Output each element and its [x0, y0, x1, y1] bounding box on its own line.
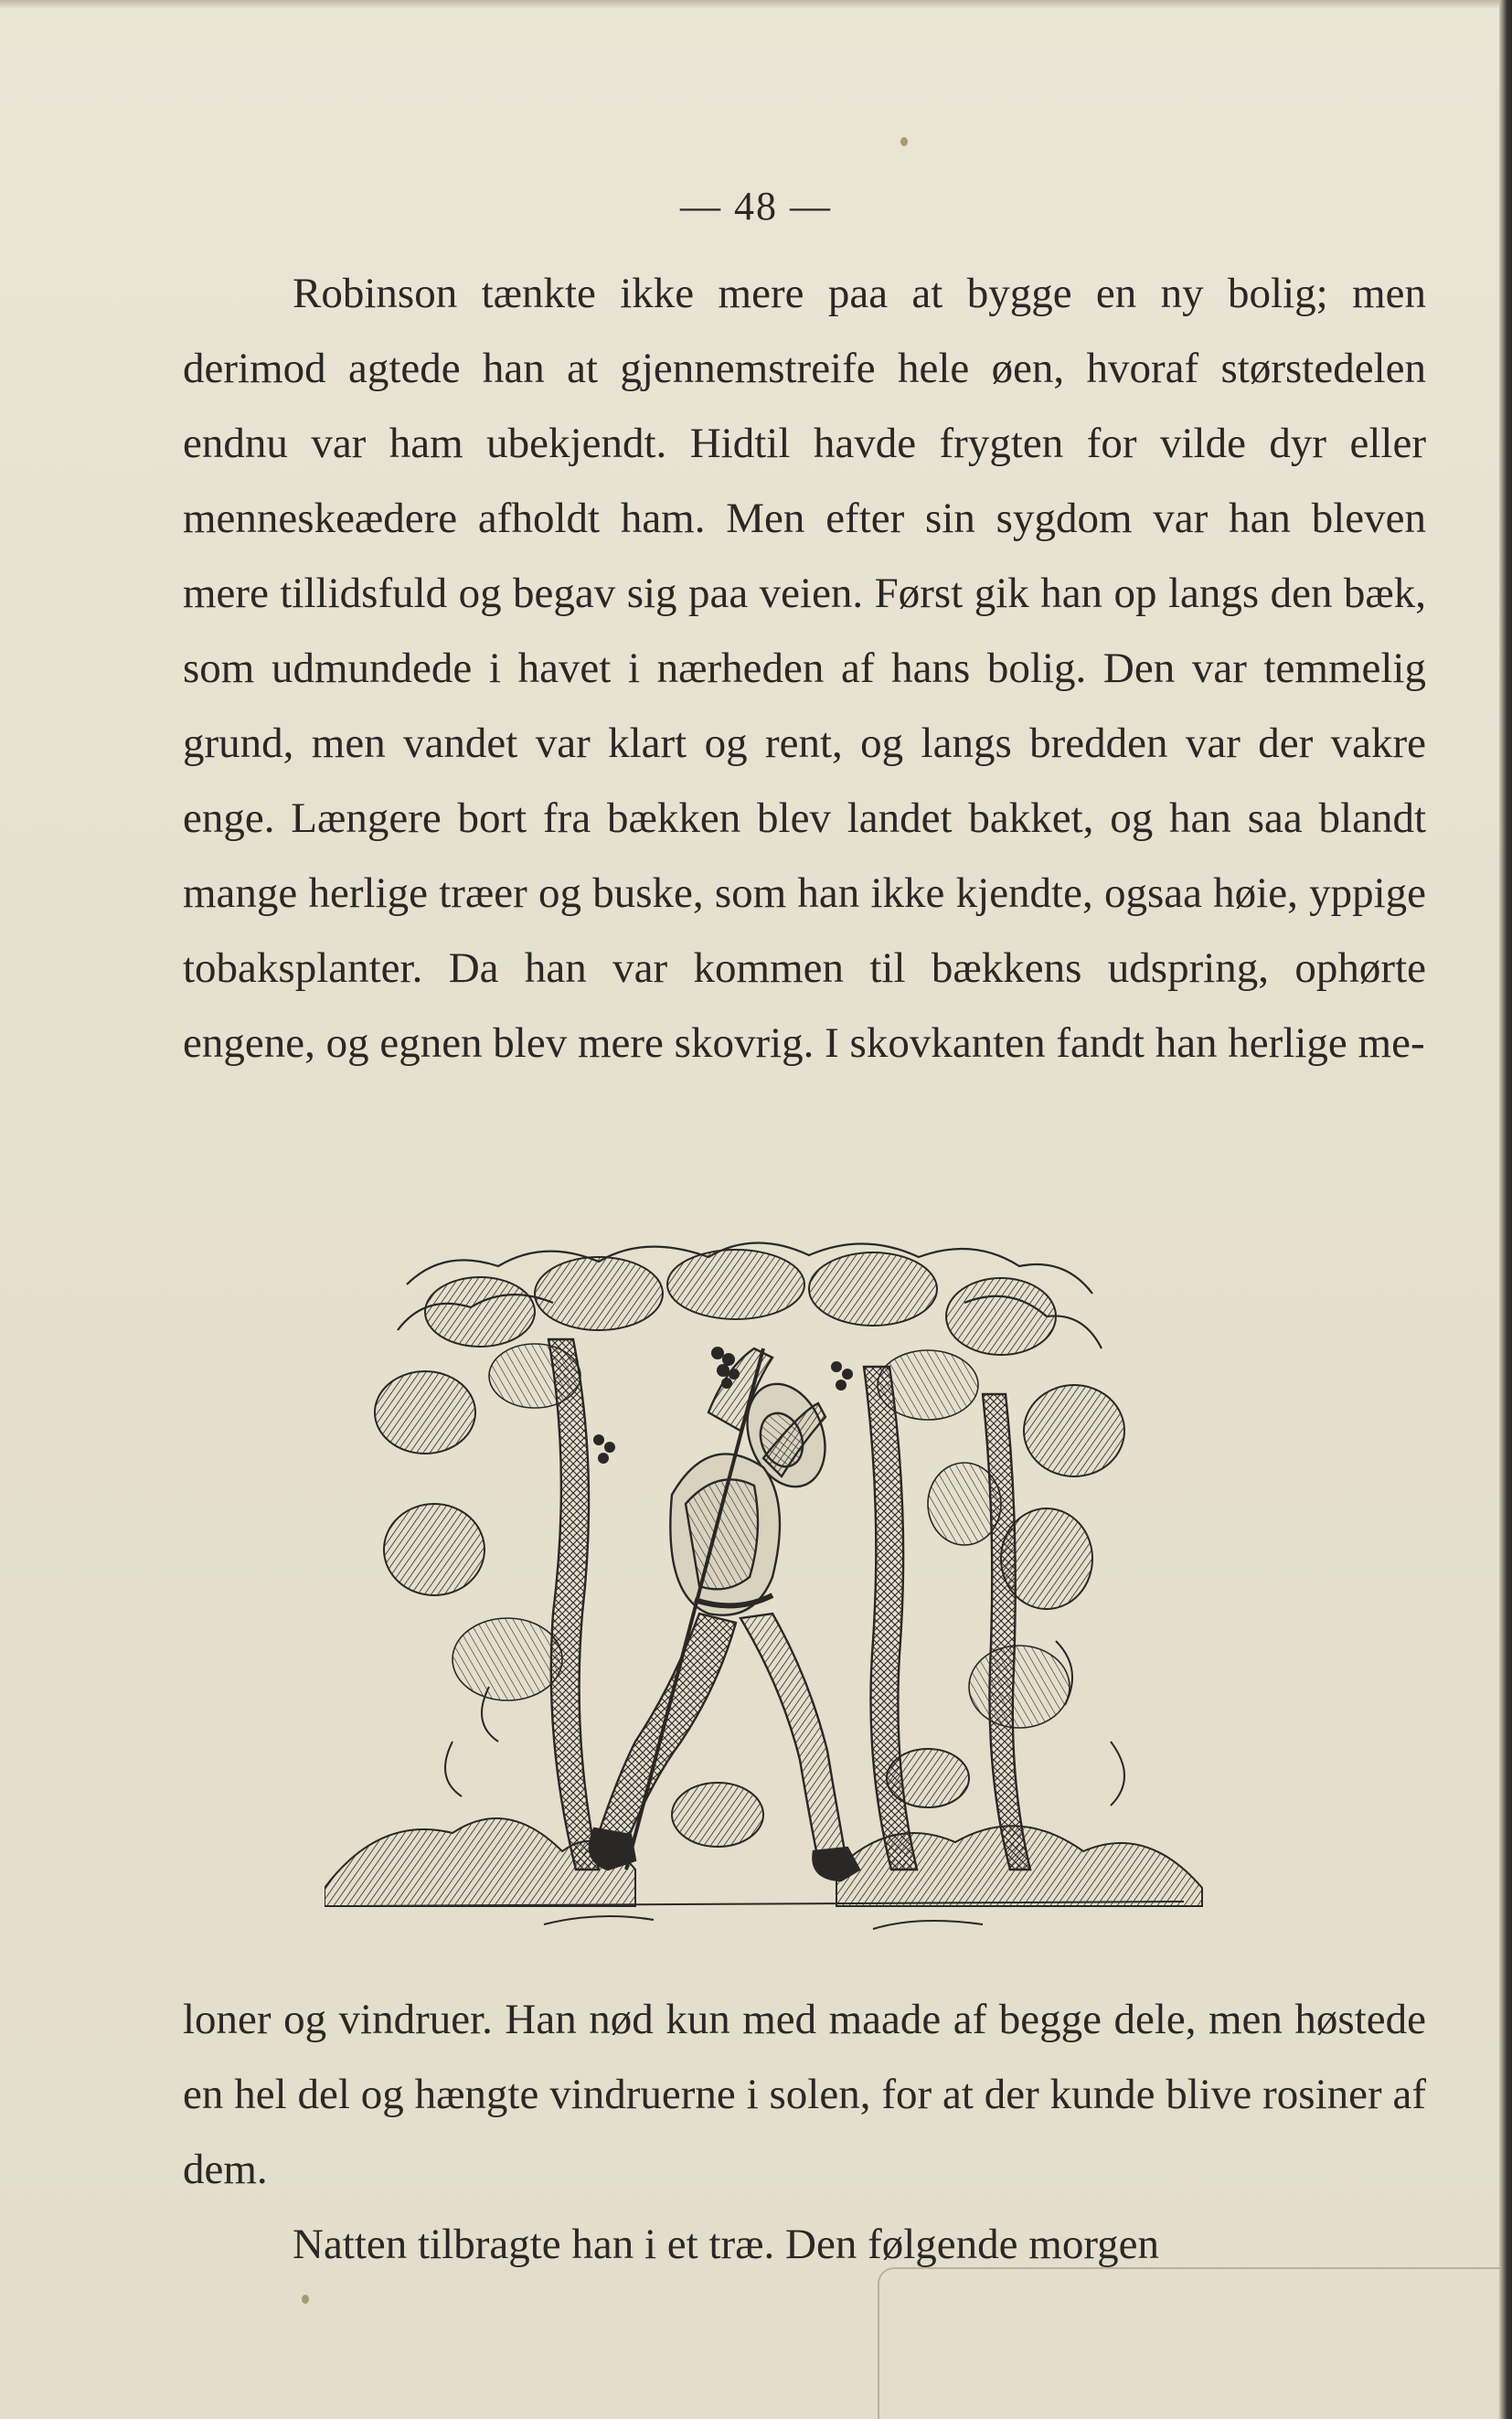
paragraph: Robinson tænkte ikke mere paa at bygge en ny bolig; men derimod agtede han at gjennemstreife hele øen, hvoraf størstedelen endnu var ham ubekjendt. Hidtil havde frygten for vilde dyr eller menneskeædere afholdt ham. Men efter sin sygdom var han bleven mere tillidsfuld og begav sig paa veien. Først gik han op langs den bæk, som udmundede i havet i nærheden af hans bolig. Den var temmelig grund, men vandet var klart og rent, og langs bredden var der vakre enge. Længere bort fra bækken blev landet bakket, og han saa blandt mange herlige træer og buske, som han ikke kjendte, ogsaa høie, yppige tobaksplanter. Da han var kommen til bækkens udspring, ophørte engene, og egnen blev mere skovrig. I skovkanten fandt han herlige me- [183, 270, 1426, 1067]
text-block-bottom [183, 1982, 1426, 2282]
text-block-top [183, 256, 1426, 1081]
paragraph: loner og vindruer. Han nød kun med maade af begge dele, men høstede en hel del og hængte vindruerne i solen, for at der kunde blive rosiner af dem. [183, 1996, 1426, 2193]
page-top-edge [0, 0, 1499, 9]
page-number: — 48 — [680, 184, 832, 229]
paper-speck [900, 137, 908, 146]
woodcut-robinson-gathering-grapes-icon [325, 1230, 1220, 1943]
paper-speck [302, 2295, 309, 2304]
page-right-edge [1499, 0, 1512, 2419]
paragraph: Natten tilbragte han i et træ. Den følgende morgen [293, 2221, 1159, 2268]
page-fold-mark [878, 2267, 1501, 2419]
